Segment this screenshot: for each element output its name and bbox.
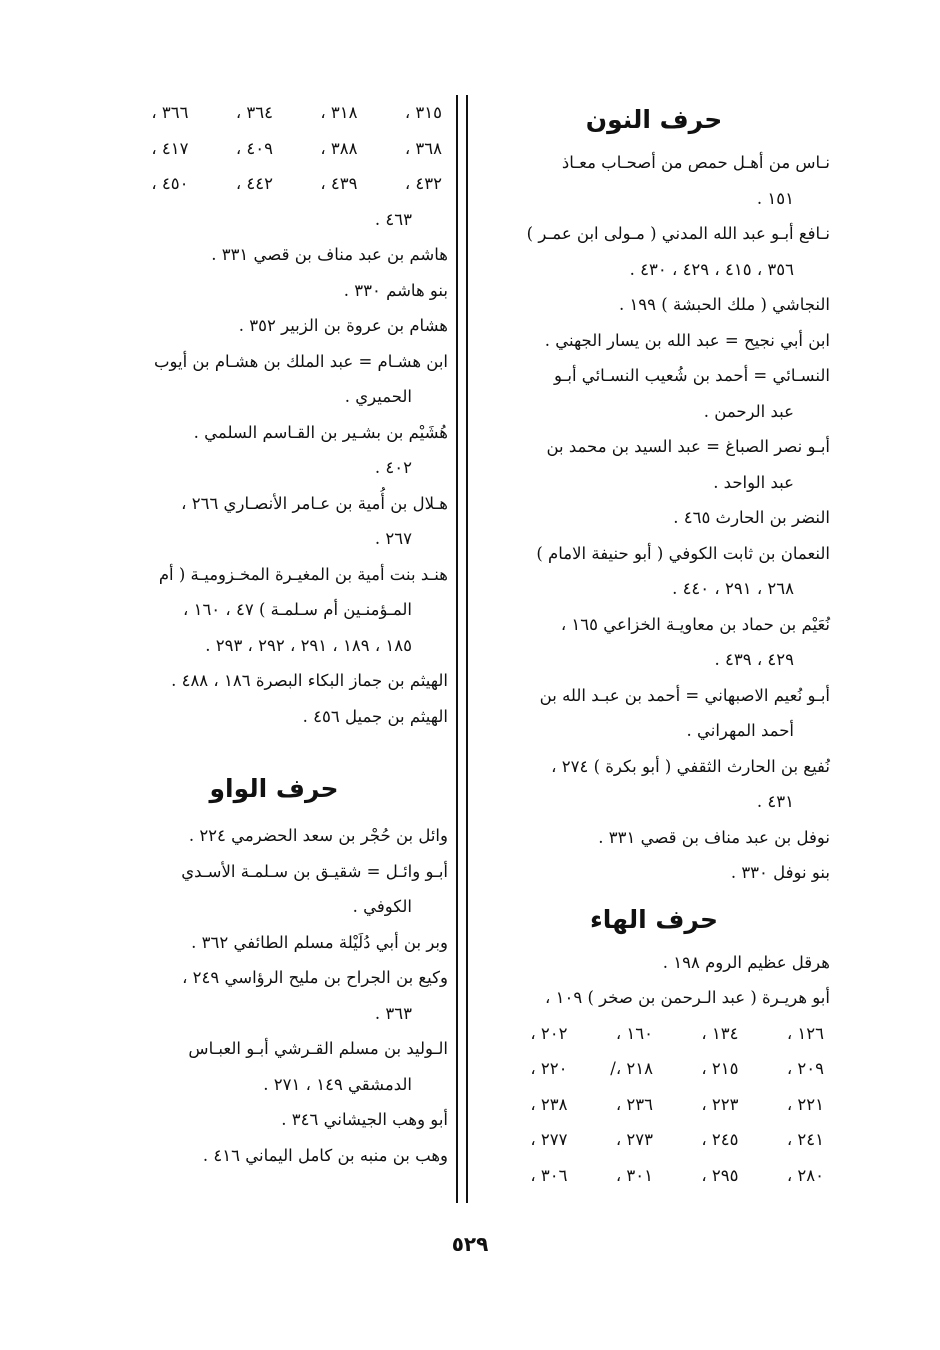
entry-text: أبو وهب الجيشاني ٣٤٦ . — [281, 1110, 448, 1129]
page-ref: ٤٣٩ ، — [320, 174, 358, 193]
column-divider — [456, 95, 468, 1203]
ha-number-rows — [478, 1016, 830, 1194]
index-entry — [100, 925, 448, 961]
heading-nun: حرف النون — [585, 105, 723, 134]
page-ref: ٢٨٠ ، — [786, 1165, 824, 1185]
entry-text: الهيثم بن جميل ٤٥٦ . — [302, 706, 448, 726]
entry-continuation: ٣٥٦ ، ٤١٥ ، ٤٢٩ ، ٤٣٠ . — [629, 259, 794, 279]
index-entry — [100, 1031, 448, 1102]
entry-text: أبـو نُعيم الاصبهاني = أحمد بن عبـد الله بن — [539, 685, 830, 705]
index-entry — [478, 358, 830, 429]
index-entry — [478, 980, 830, 1016]
page-ref: ٢٣٦ ، — [615, 1094, 653, 1114]
waw-entries — [100, 818, 448, 1173]
entry-continuation: ٤٠٢ . — [374, 458, 412, 477]
entry-text: بنو هاشم ٣٣٠ . — [343, 280, 448, 300]
page-ref: ٢٧٣ ، — [615, 1130, 653, 1149]
entry-continuation: ٢٦٨ ، ٢٩١ ، ٤٤٠ . — [672, 579, 794, 598]
index-entry — [100, 1102, 448, 1138]
page-number-row — [478, 1016, 830, 1052]
page-ref: ٣٨٨ ، — [320, 138, 358, 158]
index-entry — [100, 415, 448, 486]
entry-text: وكيع بن الجراح بن مليح الرؤاسي ٢٤٩ ، — [182, 968, 448, 987]
entry-text: هرقل عظيم الروم ١٩٨ . — [662, 952, 830, 972]
left-column — [100, 95, 448, 1173]
entry-continuation: ٤٣١ . — [756, 792, 794, 811]
page-number-row — [478, 1158, 830, 1194]
page-number-row — [100, 95, 448, 131]
entry-text: نوفل بن عبد مناف بن قصي ٣٣١ . — [598, 827, 830, 847]
page-ref: ٢٤٥ ، — [701, 1130, 739, 1149]
page-ref: ٤١٧ ، — [151, 138, 189, 158]
entry-text: وبر بن أبي دُلَيْلة مسلم الطائفي ٣٦٢ . — [191, 932, 448, 952]
entry-text: نـافع أبـو عبد الله المدني ( مـولى ابن عمـر ) — [526, 224, 830, 243]
index-entry — [478, 536, 830, 607]
page-ref: ٢٧٧ ، — [530, 1130, 568, 1149]
top-tail: ٤٦٣ . — [374, 209, 412, 229]
entry-text: هنـد بنت أمية بن المغيـرة المخـزوميـة ( أم — [158, 564, 448, 584]
entry-text: هشام بن عروة بن الزبير ٣٥٢ . — [238, 316, 448, 335]
index-entry — [478, 429, 830, 500]
page-number-row — [478, 1122, 830, 1158]
index-entry — [478, 945, 830, 981]
top-number-rows — [100, 95, 448, 202]
page-ref: ٤٠٩ ، — [235, 138, 273, 158]
index-entry — [478, 607, 830, 678]
page-ref: ٢٩٥ ، — [701, 1165, 739, 1185]
page-ref: ٢٠٢ ، — [530, 1023, 568, 1043]
ha-entries — [478, 945, 830, 1016]
index-entry — [100, 344, 448, 415]
page-ref: ٤٣٢ ، — [404, 174, 442, 193]
entry-continuation: ٤٢٩ ، ٤٣٩ . — [714, 650, 794, 669]
index-entry — [100, 557, 448, 664]
page-ref: ١٢٦ ، — [786, 1023, 824, 1043]
entry-text: هاشم بن عبد مناف بن قصي ٣٣١ . — [211, 245, 448, 264]
entry-text: النضر بن الحارث ٤٦٥ . — [673, 508, 830, 527]
page-ref: ٣٦٤ ، — [235, 103, 273, 122]
page-ref: ٢١٨ ،/ — [610, 1059, 653, 1078]
index-entry — [100, 1138, 448, 1174]
entry-text: النجاشي ( ملك الحبشة ) ١٩٩ . — [618, 295, 830, 314]
entry-continuation: المـؤمنـين أم سـلمـة ) ٤٧ ، ١٦٠ ، — [183, 600, 412, 619]
index-entry — [100, 663, 448, 699]
entry-continuation: أحمد المهراني . — [686, 721, 794, 740]
entry-continuation: عبد الرحمن . — [703, 401, 794, 421]
entry-continuation: ٣٦٣ . — [374, 1003, 412, 1023]
left-ha-entries — [100, 237, 448, 734]
entry-text: ابن أبي نجيح = عبد الله بن يسار الجهني . — [544, 330, 830, 350]
page-ref: ٣١٨ ، — [320, 103, 358, 122]
index-entry — [100, 960, 448, 1031]
entry-continuation: عبد الواحد . — [713, 472, 794, 492]
index-entry — [478, 820, 830, 856]
index-entry — [100, 699, 448, 735]
entry-text: وهب بن منبه بن كامل اليماني ٤١٦ . — [202, 1145, 448, 1165]
index-entry — [100, 486, 448, 557]
index-entry — [100, 273, 448, 309]
entry-text: وائل بن حُجْر بن سعد الحضرمي ٢٢٤ . — [188, 826, 448, 845]
entry-text: هـلال بن أُمية بن عـامر الأنصـاري ٢٦٦ ، — [181, 493, 448, 513]
entry-continuation: الدمشقي ١٤٩ ، ٢٧١ . — [263, 1074, 412, 1094]
page-ref: ٢٢٠ ، — [530, 1059, 568, 1078]
entry-text: أبـو نصر الصباغ = عبد السيد بن محمد بن — [546, 437, 830, 456]
entry-continuation: ١٥١ . — [756, 188, 794, 208]
page-ref: ٢١٥ ، — [701, 1059, 739, 1078]
page-ref: ٣٠١ ، — [615, 1165, 653, 1185]
page-number-row — [478, 1051, 830, 1087]
page-ref: ١٣٤ ، — [701, 1023, 739, 1043]
page-ref: ٢٢١ ، — [786, 1094, 824, 1114]
entry-text: ابن هشـام = عبد الملك بن هشـام بن أيوب — [153, 351, 448, 371]
nun-entries — [478, 145, 830, 891]
right-column — [478, 95, 830, 1193]
heading-ha: حرف الهاء — [590, 904, 718, 934]
entry-text: النعمان بن ثابت الكوفي ( أبو حنيفة الامام ) — [536, 543, 830, 563]
index-entry — [100, 854, 448, 925]
entry-text: الـوليد بن مسلم القـرشي أبـو العبـاس — [188, 1039, 448, 1058]
page-ref: ٢٤١ ، — [786, 1130, 824, 1149]
index-entry — [478, 500, 830, 536]
index-entry — [478, 323, 830, 359]
page-ref: ٣١٥ ، — [404, 103, 442, 122]
section-gap — [100, 734, 448, 764]
page-number-row — [100, 166, 448, 202]
index-entry — [100, 818, 448, 854]
entry-continuation: ١٨٥ ، ١٨٩ ، ٢٩١ ، ٢٩٢ ، ٢٩٣ . — [205, 635, 412, 655]
page-number-row — [100, 131, 448, 167]
entry-text: الهيثم بن جماز البكاء البصرة ١٨٦ ، ٤٨٨ . — [171, 671, 448, 690]
entry-text: نُعَيْم بن حماد بن معاويـة الخزاعي ١٦٥ ، — [560, 614, 830, 634]
entry-text: النسـائي = أحمد بن شُعيب النسـائي أبـو — [554, 366, 830, 385]
page-ref: ٤٤٢ ، — [235, 174, 273, 193]
index-entry — [478, 287, 830, 323]
entry-text: هُشَيْم بن بشـير بن القـاسم السلمي . — [193, 422, 448, 442]
index-entry — [100, 237, 448, 273]
entry-text: نُفيع بن الحارث الثقفي ( أبو بكرة ) ٢٧٤ ، — [551, 756, 830, 776]
entry-text: أبـو وائـل = شقيـق بن سـلمـة الأسـدي — [181, 861, 448, 881]
index-entry — [478, 855, 830, 891]
index-entry — [478, 678, 830, 749]
page-ref: ٣٠٦ ، — [530, 1165, 568, 1185]
page-ref: ١٦٠ ، — [615, 1023, 653, 1043]
page-number-row — [478, 1087, 830, 1123]
page-ref: ٤٥٠ ، — [151, 174, 189, 193]
page-number: ٥٢٩ — [451, 1232, 489, 1256]
page-ref: ٢٠٩ ، — [786, 1059, 824, 1078]
entry-continuation: ٢٦٧ . — [374, 529, 412, 548]
index-entry — [478, 216, 830, 287]
page-ref: ٣٦٨ ، — [404, 138, 442, 158]
entry-continuation: الكوفي . — [352, 897, 412, 916]
page-ref: ٣٦٦ ، — [151, 103, 189, 122]
index-entry — [478, 749, 830, 820]
entry-text: أبو هريـرة ( عبد الـرحمن بن صخر ) ١٠٩ ، — [545, 988, 830, 1007]
heading-waw: حرف الواو — [209, 774, 339, 803]
page-ref: ٢٣٨ ، — [530, 1094, 568, 1114]
entry-continuation: الحميري . — [344, 387, 412, 406]
entry-text: بنو نوفل ٣٣٠ . — [730, 863, 830, 882]
index-entry — [100, 308, 448, 344]
index-entry — [478, 145, 830, 216]
entry-text: نـاس من أهـل حمص من أصحـاب معـاذ — [561, 153, 830, 172]
page-ref: ٢٢٣ ، — [701, 1094, 739, 1114]
